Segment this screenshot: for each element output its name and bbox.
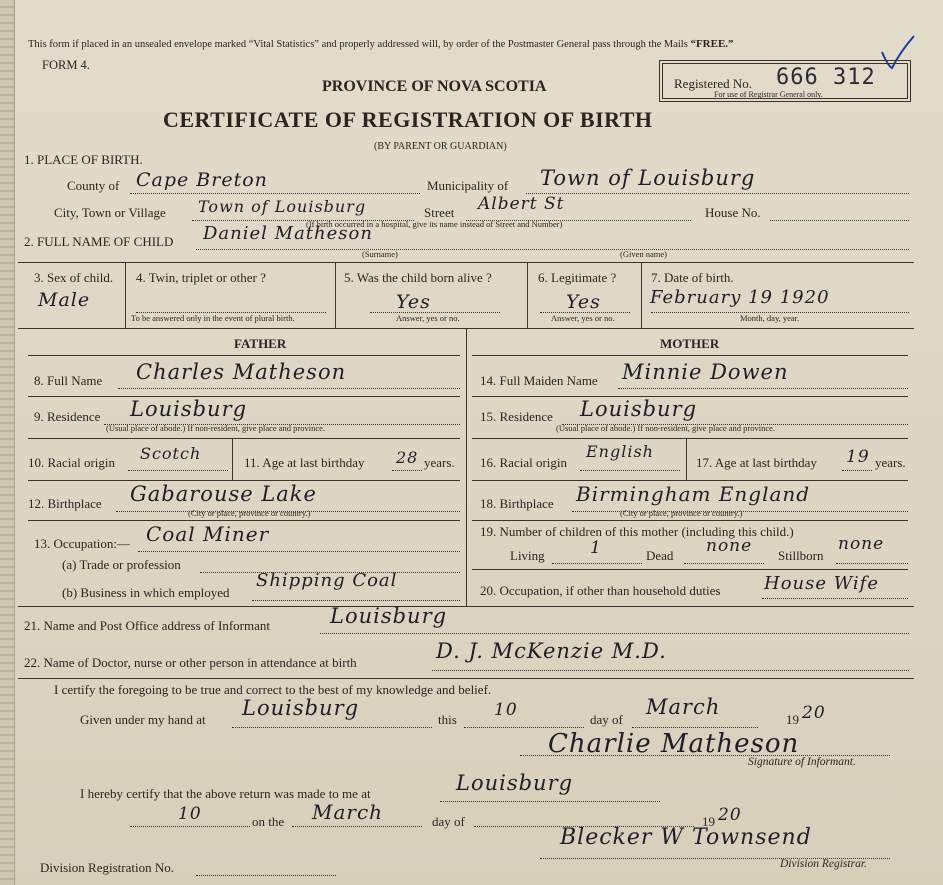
- mother-racial-value: English: [586, 442, 654, 461]
- informant-signature: Charlie Matheson: [548, 729, 800, 759]
- dead-value: none: [706, 536, 753, 556]
- father-birthplace-note: (City or place, province or country.): [188, 508, 311, 518]
- house-number-label: House No.: [705, 205, 761, 220]
- day-of-label-2: day of: [432, 814, 465, 829]
- father-name-label: 8. Full Name: [34, 373, 103, 388]
- father-birthplace-value: Gabarouse Lake: [130, 482, 317, 506]
- registered-label: Registered No.: [674, 76, 752, 91]
- father-years-label: years.: [424, 455, 455, 470]
- informant-address-value: Louisburg: [330, 604, 448, 628]
- informant-address-label: 21. Name and Post Office address of Informant: [24, 618, 270, 633]
- return-place: Louisburg: [456, 771, 574, 795]
- province-title: PROVINCE OF NOVA SCOTIA: [322, 78, 547, 95]
- surname-caption: (Surname): [362, 249, 398, 259]
- mother-racial-label: 16. Racial origin: [480, 455, 568, 470]
- mother-occupation-value: House Wife: [764, 573, 879, 594]
- informant-signature-caption: Signature of Informant.: [748, 756, 856, 768]
- mother-residence-label: 15. Residence: [480, 409, 553, 424]
- registration-box: [659, 60, 911, 102]
- alive-note: Answer, yes or no.: [396, 313, 460, 323]
- hospital-note: (If birth occurred in a hospital, give its name instead of Street and Number): [306, 219, 563, 229]
- mailing-notice-text: This form if placed in an unsealed envelope marked “Vital Statistics” and properly addressed will, by order of the Postmaster General pass through the Mails: [28, 39, 688, 50]
- sex-value: Male: [38, 289, 91, 311]
- business-employed-value: Shipping Coal: [256, 570, 398, 591]
- mailing-notice: [28, 37, 734, 52]
- division-number-label: Division Registration No.: [40, 860, 174, 875]
- alive-label: 5. Was the child born alive ?: [344, 270, 492, 285]
- living-value: 1: [590, 538, 602, 558]
- year-prefix: 19: [786, 712, 799, 727]
- year-suffix: 20: [802, 703, 826, 723]
- legitimate-value: Yes: [566, 291, 601, 313]
- given-label: Given under my hand at: [80, 712, 206, 727]
- legitimate-note: Answer, yes or no.: [551, 313, 615, 323]
- business-employed-label: (b) Business in which employed: [62, 585, 230, 600]
- registrar-signature: Blecker W Townsend: [560, 825, 812, 850]
- on-the-label: on the: [252, 814, 285, 829]
- return-year-suffix: 20: [718, 805, 742, 825]
- mother-children-label: 19. Number of children of this mother (including this child.): [480, 524, 794, 539]
- mother-birthplace-value: Birmingham England: [576, 482, 811, 506]
- dob-value: February 19 1920: [650, 287, 830, 308]
- father-racial-label: 10. Racial origin: [28, 455, 116, 470]
- mother-age-value: 19: [846, 447, 870, 467]
- father-residence-value: Louisburg: [130, 397, 248, 421]
- municipality-label: Municipality of: [427, 178, 509, 193]
- given-name-caption: (Given name): [620, 249, 667, 259]
- dob-label: 7. Date of birth.: [651, 270, 734, 285]
- registrar-note: For use of Registrar General only.: [714, 90, 823, 99]
- doctor-value: D. J. McKenzie M.D.: [436, 639, 667, 663]
- city-label: City, Town or Village: [54, 205, 166, 220]
- mother-maiden-value: Minnie Dowen: [622, 360, 789, 384]
- document-subtitle: (BY PARENT OR GUARDIAN): [374, 141, 507, 152]
- father-age-label: 11. Age at last birthday: [244, 455, 365, 470]
- mother-residence-note: (Usual place of abode.) If non-resident, give place and province.: [556, 423, 776, 433]
- mother-occupation-label: 20. Occupation, if other than household duties: [480, 583, 721, 598]
- doctor-label: 22. Name of Doctor, nurse or other person in attendance at birth: [24, 655, 357, 670]
- mother-age-label: 17. Age at last birthday: [696, 455, 817, 470]
- street-value: Albert St: [478, 194, 565, 214]
- return-day: 10: [178, 804, 202, 824]
- father-occupation-label: 13. Occupation:—: [34, 536, 131, 551]
- registrar-caption: Division Registrar.: [780, 858, 867, 870]
- return-year-prefix: 19: [702, 814, 715, 829]
- child-name-value: Daniel Matheson: [203, 223, 373, 244]
- mother-maiden-label: 14. Full Maiden Name: [480, 373, 598, 388]
- stillborn-value: none: [838, 534, 885, 554]
- given-month: March: [646, 695, 721, 719]
- sex-label: 3. Sex of child.: [34, 270, 114, 285]
- this-label: this: [438, 712, 457, 727]
- mother-residence-value: Louisburg: [580, 397, 698, 421]
- stillborn-label: Stillborn: [778, 548, 824, 563]
- document-title: CERTIFICATE OF REGISTRATION OF BIRTH: [163, 107, 653, 132]
- registered-number: 666 312: [776, 65, 876, 90]
- dead-label: Dead: [646, 548, 674, 563]
- county-value: Cape Breton: [136, 169, 268, 191]
- municipality-value: Town of Louisburg: [540, 166, 756, 190]
- paper-binding-edge: [0, 0, 15, 885]
- child-name-label: 2. FULL NAME OF CHILD: [24, 234, 174, 249]
- free-label: “FREE.”: [690, 38, 734, 50]
- father-age-value: 28: [396, 448, 419, 467]
- father-birthplace-label: 12. Birthplace: [28, 496, 102, 511]
- form-number: FORM 4.: [42, 58, 90, 72]
- given-place: Louisburg: [242, 696, 360, 720]
- given-day: 10: [494, 700, 518, 720]
- street-label: Street: [424, 205, 455, 220]
- mother-birthplace-label: 18. Birthplace: [480, 496, 554, 511]
- day-of-label: day of: [590, 712, 623, 727]
- mother-heading: MOTHER: [660, 336, 720, 351]
- mother-years-label: years.: [875, 455, 906, 470]
- father-residence-note: (Usual place of abode.) If non-resident, give place and province.: [106, 423, 326, 433]
- dob-note: Month, day, year.: [740, 313, 800, 323]
- return-label: I hereby certify that the above return was made to me at: [80, 786, 371, 801]
- mother-birthplace-note: (City or place, province or country.): [620, 508, 743, 518]
- twin-label: 4. Twin, triplet or other ?: [136, 270, 266, 285]
- father-occupation-value: Coal Miner: [146, 522, 270, 546]
- city-value: Town of Louisburg: [198, 197, 367, 216]
- trade-profession-label: (a) Trade or profession: [62, 557, 181, 572]
- place-of-birth-heading: 1. PLACE OF BIRTH.: [24, 152, 143, 167]
- father-racial-value: Scotch: [140, 444, 202, 463]
- county-label: County of: [67, 178, 120, 193]
- alive-value: Yes: [396, 291, 431, 313]
- father-heading: FATHER: [234, 336, 287, 351]
- living-label: Living: [510, 548, 545, 563]
- legitimate-label: 6. Legitimate ?: [538, 270, 617, 285]
- twin-note: To be answered only in the event of plural birth.: [131, 313, 295, 323]
- father-name-value: Charles Matheson: [136, 360, 347, 384]
- return-month: March: [312, 800, 384, 824]
- father-residence-label: 9. Residence: [34, 409, 101, 424]
- certify-text: I certify the foregoing to be true and correct to the best of my knowledge and belief.: [54, 682, 492, 697]
